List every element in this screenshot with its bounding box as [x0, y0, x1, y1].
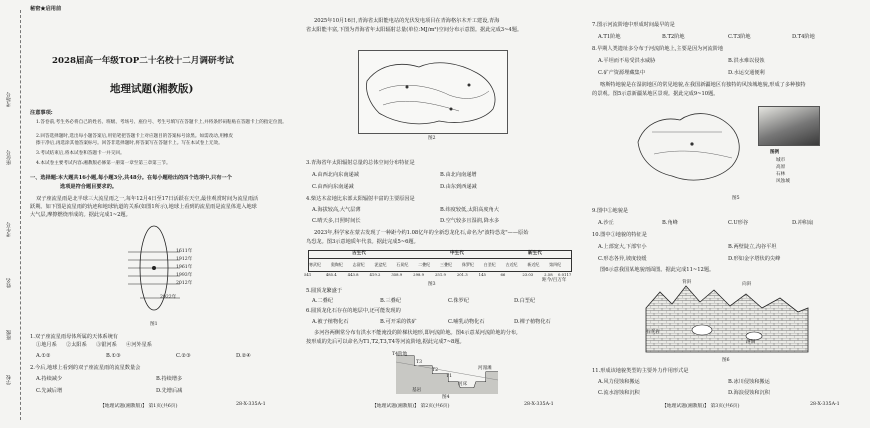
section-heading: 一、选择题:本大题共16小题,每小题3分,共48分。在每小题给出的四个选项中,只有一个: [30, 175, 232, 181]
option: D.T4阶地: [792, 34, 815, 40]
legend-item: 石林: [776, 172, 786, 177]
intro-line: 省太阳能丰富,下图为青海省年太阳辐射总量(单位:MJ/m²)空间分布示意图。据此完成3~4题。: [306, 27, 523, 33]
option: A.T1阶地: [598, 34, 621, 40]
intro-line: 跃期。如下图是流星雨的轨迹和地球轨道的关系(如图1所示),地球上看到的流星雨是流星体进入地球: [30, 204, 257, 210]
page-code: 28-X-335A-1: [524, 402, 554, 407]
period-cell: 三叠纪: [440, 262, 452, 267]
era-label: 中生代: [450, 251, 464, 256]
question-7: 7.图示河流阶地中形成时间最早的是: [592, 22, 675, 28]
intro-line: 双子座流星雨是北半球三大流星雨之一,每年12月4日至17日活跃在天空,最佳观赏时间为流星雨活: [36, 196, 259, 202]
option: C.流水溶蚀和沉积: [598, 390, 640, 396]
section-label: 背斜: [682, 280, 692, 285]
section-label: 向斜: [742, 282, 752, 287]
side-label: 考场号: [6, 92, 12, 107]
option: D.由东到西递减: [440, 184, 477, 190]
qinghai-radiation-map: [358, 50, 508, 134]
figure-caption: 图1: [150, 322, 158, 327]
option: C.矿产资源埋藏集中: [598, 70, 645, 76]
option: C.晴天多,日照时间长: [312, 218, 361, 224]
age-tick: 541: [304, 272, 312, 277]
option: B.两壁陡立,沟谷平坦: [728, 244, 777, 250]
option: D.形如金字塔状的尖峰: [728, 256, 781, 262]
option: B.角峰: [662, 220, 678, 226]
question-8: 8.早期人类遗址多分布于河流阶地上,主要是因为河流阶地: [592, 46, 724, 52]
option: D.空气较多且湿润,降水多: [440, 218, 500, 224]
secret-label: 秘密★启用前: [30, 6, 62, 12]
figure-caption: 图6: [722, 358, 730, 363]
option: C.T3阶地: [728, 34, 751, 40]
era-label: 古生代: [352, 251, 366, 256]
intro-line: 大气层,摩擦燃烧形成的。据此完成1~2题。: [30, 212, 131, 218]
option: C.由西向东南递减: [312, 184, 354, 190]
option: D.海浪侵蚀和沉积: [728, 390, 770, 396]
terrace-profile: [392, 350, 502, 394]
intro-line: 鸟恐龙。图3示意地质年代表。据此完成5~6题。: [306, 239, 419, 245]
year-label: 1912年: [176, 257, 193, 262]
age-tick: 0.0117: [558, 272, 572, 277]
option: D.裸子植物化石: [514, 319, 551, 325]
period-cell: 石炭纪: [396, 262, 409, 267]
karst-cross-section: [642, 278, 812, 358]
period-cell: 第四纪: [549, 262, 562, 267]
option: B.可开采的铁矿: [380, 319, 417, 325]
intro-line: 2025年10月16日,青海省太阳能电站的光伏发电项目在青海格尔木开工建设,青海: [314, 18, 500, 24]
option: B.由北向南递增: [440, 172, 477, 178]
section-label: 溶洞: [746, 340, 756, 345]
terrace-label: T1: [446, 374, 452, 379]
landscape-photo: [758, 106, 820, 146]
option: B.T2阶地: [662, 34, 685, 40]
legend-item: 高原: [776, 165, 786, 170]
terrace-label: T3: [416, 360, 422, 365]
age-tick: 201.3: [456, 272, 468, 277]
option: D.先增后减: [156, 388, 183, 394]
option: C.哺乳动物化石: [448, 319, 485, 325]
age-tick: 485.4: [325, 272, 337, 277]
year-label: 1993年: [176, 273, 193, 278]
option: C.U形谷: [728, 220, 749, 226]
age-tick: 66: [500, 272, 506, 277]
year-label: 2022年: [160, 295, 177, 300]
notice-heading: 注意事项:: [30, 110, 53, 116]
timescale-unit: 距今/百万年: [542, 278, 567, 283]
page-3: [582, 0, 870, 428]
page-1: [0, 0, 292, 428]
age-tick: 2.58: [544, 272, 553, 277]
age-tick: 251.9: [435, 272, 446, 277]
page-2: [292, 0, 582, 428]
age-tick: 358.9: [391, 272, 403, 277]
option: C.侏罗纪: [448, 298, 469, 304]
option: A.沙丘: [598, 220, 614, 226]
period-cell: 新近纪: [527, 262, 540, 267]
option: A.二叠纪: [312, 298, 333, 304]
option: A.由西北向东南递减: [312, 172, 359, 178]
option: B.持续增多: [156, 376, 183, 382]
option: D.冲积扇: [792, 220, 814, 226]
question-11: 11.形成该地貌类型的主要外力作用形式是: [592, 368, 689, 374]
intro-line: 2023年,科学家在蒙古发现了一种距今约1.08亿年的全新恐龙化石,命名为"波特恐龙"——原始: [314, 230, 529, 236]
option: D.白垩纪: [514, 298, 536, 304]
period-cell: 泥盆纪: [374, 262, 387, 267]
page-footer: 【地理试题(湘教版)】 第3页(共6页): [662, 404, 740, 409]
intro-line: 图6示意我国某地貌剖面图。据此完成11~12题。: [600, 267, 715, 273]
option: A.海拔较高,大气层薄: [312, 207, 361, 213]
page-footer: 【地理试题(湘教版)】 第2页(共6页): [372, 404, 450, 409]
figure-caption: 图2: [428, 136, 436, 141]
side-label: 学校: [6, 375, 12, 385]
option: ③银河系: [96, 342, 117, 348]
year-label: 1961年: [176, 265, 193, 270]
terrace-label: 河漫滩: [478, 366, 492, 371]
age-tick: 419.2: [369, 272, 381, 277]
period-cell: 侏罗纪: [461, 262, 474, 267]
option: ④河外星系: [126, 342, 152, 348]
terrace-label: T4阶地: [392, 352, 408, 357]
question-3: 3.青海省年太阳辐射总量的总体空间分布特征是: [306, 160, 415, 166]
period-cell: 白垩纪: [483, 262, 496, 267]
option: A.风力侵蚀和搬运: [598, 379, 640, 385]
period-cell: 二叠纪: [418, 262, 431, 267]
intro-line: 按形成的先后可以命名为T1,T2,T3,T4等河流阶地,据此完成7~8题。: [306, 339, 465, 345]
question-6: 6.圆顶龙化石存在的地层中,还可能发现的: [306, 308, 401, 314]
side-label: 座位号: [6, 150, 12, 165]
period-cell: 志留纪: [352, 262, 365, 267]
year-label: 2012年: [176, 281, 193, 286]
intro-line: 的景观。图5示意新疆某地区景观。据此完成9~10题。: [592, 91, 719, 97]
section-label: 石灰岩: [646, 330, 660, 335]
notice-line: 3.考试结束后,将本试卷和答题卡一并交回。: [36, 151, 125, 156]
figure-caption: 图5: [732, 196, 740, 201]
option: D.水运交通便利: [728, 70, 765, 76]
option: A.平坦而不易受洪水威胁: [598, 58, 656, 64]
option: C.先减后增: [36, 388, 63, 394]
subject-title: 地理试题(湘教版): [110, 83, 194, 95]
option: A.上部宽大,下部窄小: [598, 244, 647, 250]
side-label: 班级: [6, 330, 12, 340]
option: C.②③: [176, 353, 191, 359]
terrace-label: T2: [432, 368, 438, 373]
notice-line: 擦干净后,再选涂其他答案标号。回答非选择题时,将答案写在答题卡上。写在本试卷上无效。: [36, 141, 223, 146]
option: B.①③: [106, 353, 121, 359]
option: B.冰川侵蚀和搬运: [728, 379, 770, 385]
option: C.形态各异,坡度较缓: [598, 256, 647, 262]
option: A.①②: [36, 353, 51, 359]
option: ①地月系: [36, 342, 57, 348]
page-code: 28-X-335A-1: [236, 402, 266, 407]
question-5: 5.圆顶龙繁盛于: [306, 288, 343, 294]
option: D.②④: [236, 353, 251, 359]
map-outline: [359, 51, 507, 133]
section-heading: 选项是符合题目要求的。: [60, 184, 118, 190]
age-tick: 443.8: [347, 272, 359, 277]
terrace-label: 基岩: [412, 388, 422, 393]
legend-item: 城市: [776, 158, 786, 163]
age-tick: 23.03: [522, 272, 534, 277]
period-cell: 寒武纪: [309, 262, 321, 267]
option: B.洪水难以侵蚀: [728, 58, 765, 64]
side-label: 考生号: [6, 222, 12, 237]
intro-line: 喀斯特地貌是在湿润地区的常见地貌,在我国新疆地区有独特的风蚀城地貌,形成了多种独特: [600, 82, 806, 88]
notice-line: 4.本试卷主要考试内容:湘教版必修第一册第一章至第三章第三节。: [36, 161, 171, 166]
option: A.持续减少: [36, 376, 63, 382]
intro-line: 多河谷两侧常分布有洪水不能淹没的阶梯状地形,即河流阶地。图4示意某河流阶地的分布,: [314, 330, 518, 336]
period-cell: 古近纪: [505, 262, 518, 267]
age-tick: 298.9: [413, 272, 425, 277]
notice-line: 1.答卷前,考生务必将自己的姓名、班级、考场号、座位号、考生号填写在答题卡上,并将条形码粘贴在答题卡上的指定位置。: [36, 120, 287, 125]
question-9: 9.图中①地貌是: [592, 208, 629, 214]
period-cell: 奥陶纪: [330, 262, 343, 267]
legend-title: 图例: [770, 150, 780, 155]
question-2: 2.今后,地球上看到的双子座流星雨的流星数量会: [30, 365, 141, 371]
year-label: 1611年: [176, 249, 193, 254]
side-label: 姓名: [6, 278, 12, 288]
option: B.纬度较低,太阳高度角大: [440, 207, 499, 213]
page-code: 28-X-335A-1: [810, 402, 840, 407]
option: A.被子植物化石: [312, 319, 349, 325]
terrace-label: 河床: [458, 382, 468, 387]
notice-line: 2.回答选择题时,选出每小题答案后,用铅笔把答题卡上对应题目的答案标号涂黑。如需改动,用橡皮: [36, 134, 234, 139]
question-10: 10.图中①地貌的特征是: [592, 232, 647, 238]
exam-title: 2028届高一年级TOP二十名校十二月调研考试: [52, 56, 234, 66]
question-4: 4.柴达木盆地比东部太阳辐射丰富的主要原因是: [306, 196, 415, 202]
figure-caption: 图3: [428, 282, 436, 287]
binding-line: [20, 10, 21, 420]
page-footer: 【地理试题(湘教版)】 第1页(共6页): [100, 404, 178, 409]
legend-item: 风蚀城: [776, 179, 790, 184]
figure-caption: 图4: [442, 395, 450, 400]
age-tick: 145: [478, 272, 486, 277]
option: B.三叠纪: [380, 298, 402, 304]
question-1: 1.双子座流星雨母体所属的天体系统有: [30, 334, 118, 340]
option: ②太阳系: [66, 342, 87, 348]
era-label: 新生代: [528, 251, 542, 256]
